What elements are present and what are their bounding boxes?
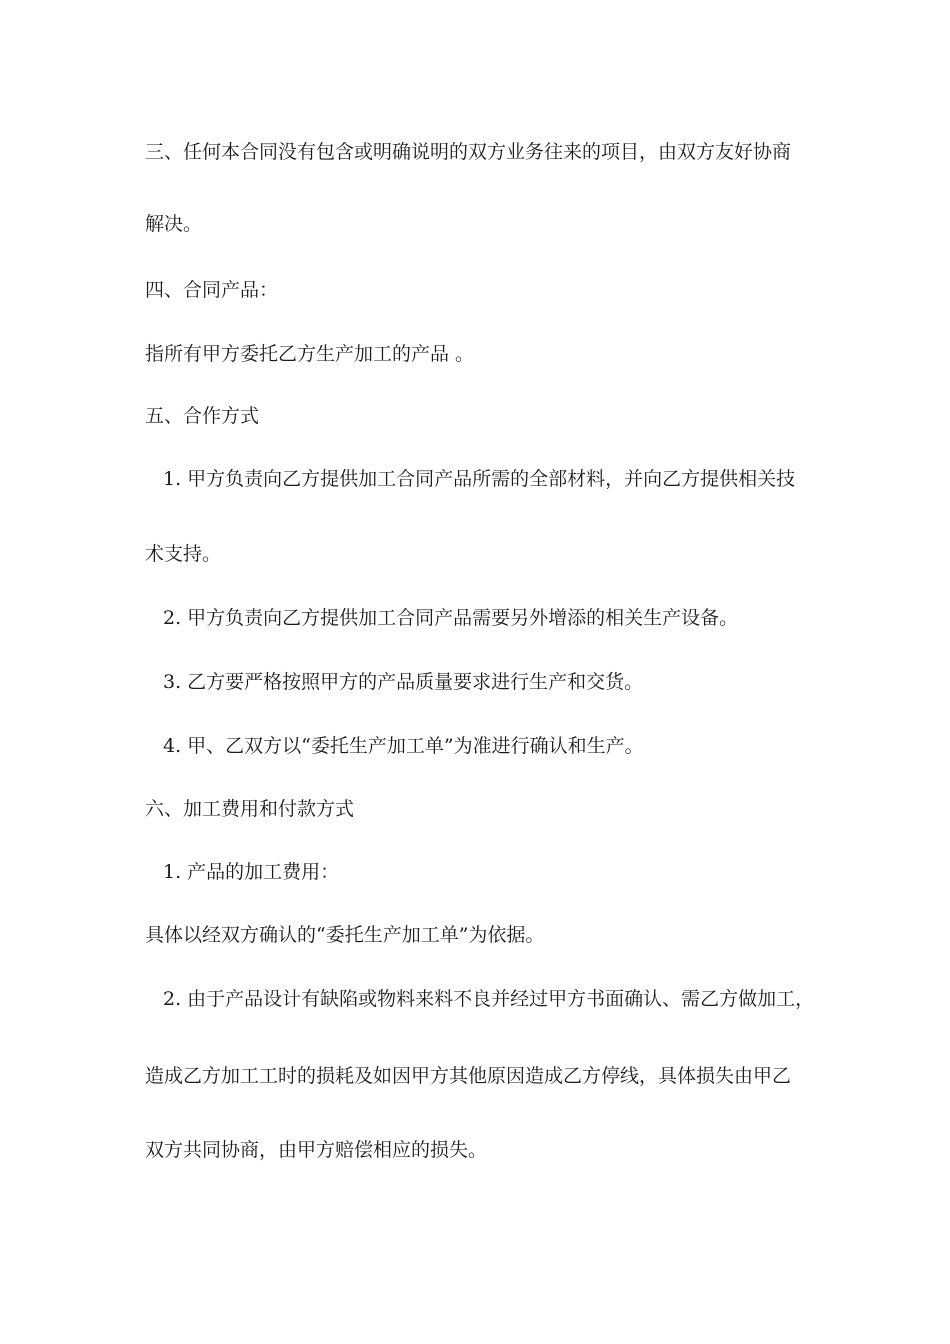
fee-item-2-line-2: 造成乙方加工工时的损耗及如因甲方其他原因造成乙方停线，具体损失由甲乙 bbox=[145, 1065, 792, 1087]
cooperation-item-1-line-1: 1. 甲方负责向乙方提供加工合同产品所需的全部材料，并向乙方提供相关技 bbox=[163, 468, 796, 490]
section-heading-6: 六、加工费用和付款方式 bbox=[145, 798, 355, 820]
fee-item-2-line-3: 双方共同协商，由甲方赔偿相应的损失。 bbox=[145, 1139, 488, 1161]
cooperation-item-2: 2. 甲方负责向乙方提供加工合同产品需要另外增添的相关生产设备。 bbox=[163, 607, 739, 629]
cooperation-item-4: 4. 甲、乙双方以“委托生产加工单”为准进行确认和生产。 bbox=[163, 735, 644, 757]
cooperation-item-3: 3. 乙方要严格按照甲方的产品质量要求进行生产和交货。 bbox=[163, 671, 644, 693]
cooperation-item-1-line-2: 术支持。 bbox=[145, 543, 222, 565]
section-heading-5: 五、合作方式 bbox=[145, 405, 260, 427]
fee-basis: 具体以经双方确认的“委托生产加工单”为依据。 bbox=[145, 924, 545, 946]
clause-3-line-1: 三、任何本合同没有包含或明确说明的双方业务往来的项目，由双方友好协商 bbox=[145, 141, 792, 163]
section-heading-4: 四、合同产品： bbox=[145, 279, 279, 301]
fee-item-1: 1. 产品的加工费用： bbox=[163, 861, 340, 883]
fee-item-2-line-1: 2. 由于产品设计有缺陷或物料来料不良并经过甲方书面确认、需乙方做加工， bbox=[163, 988, 815, 1010]
product-definition: 指所有甲方委托乙方生产加工的产品 。 bbox=[145, 343, 475, 365]
clause-3-line-2: 解决。 bbox=[145, 213, 203, 235]
